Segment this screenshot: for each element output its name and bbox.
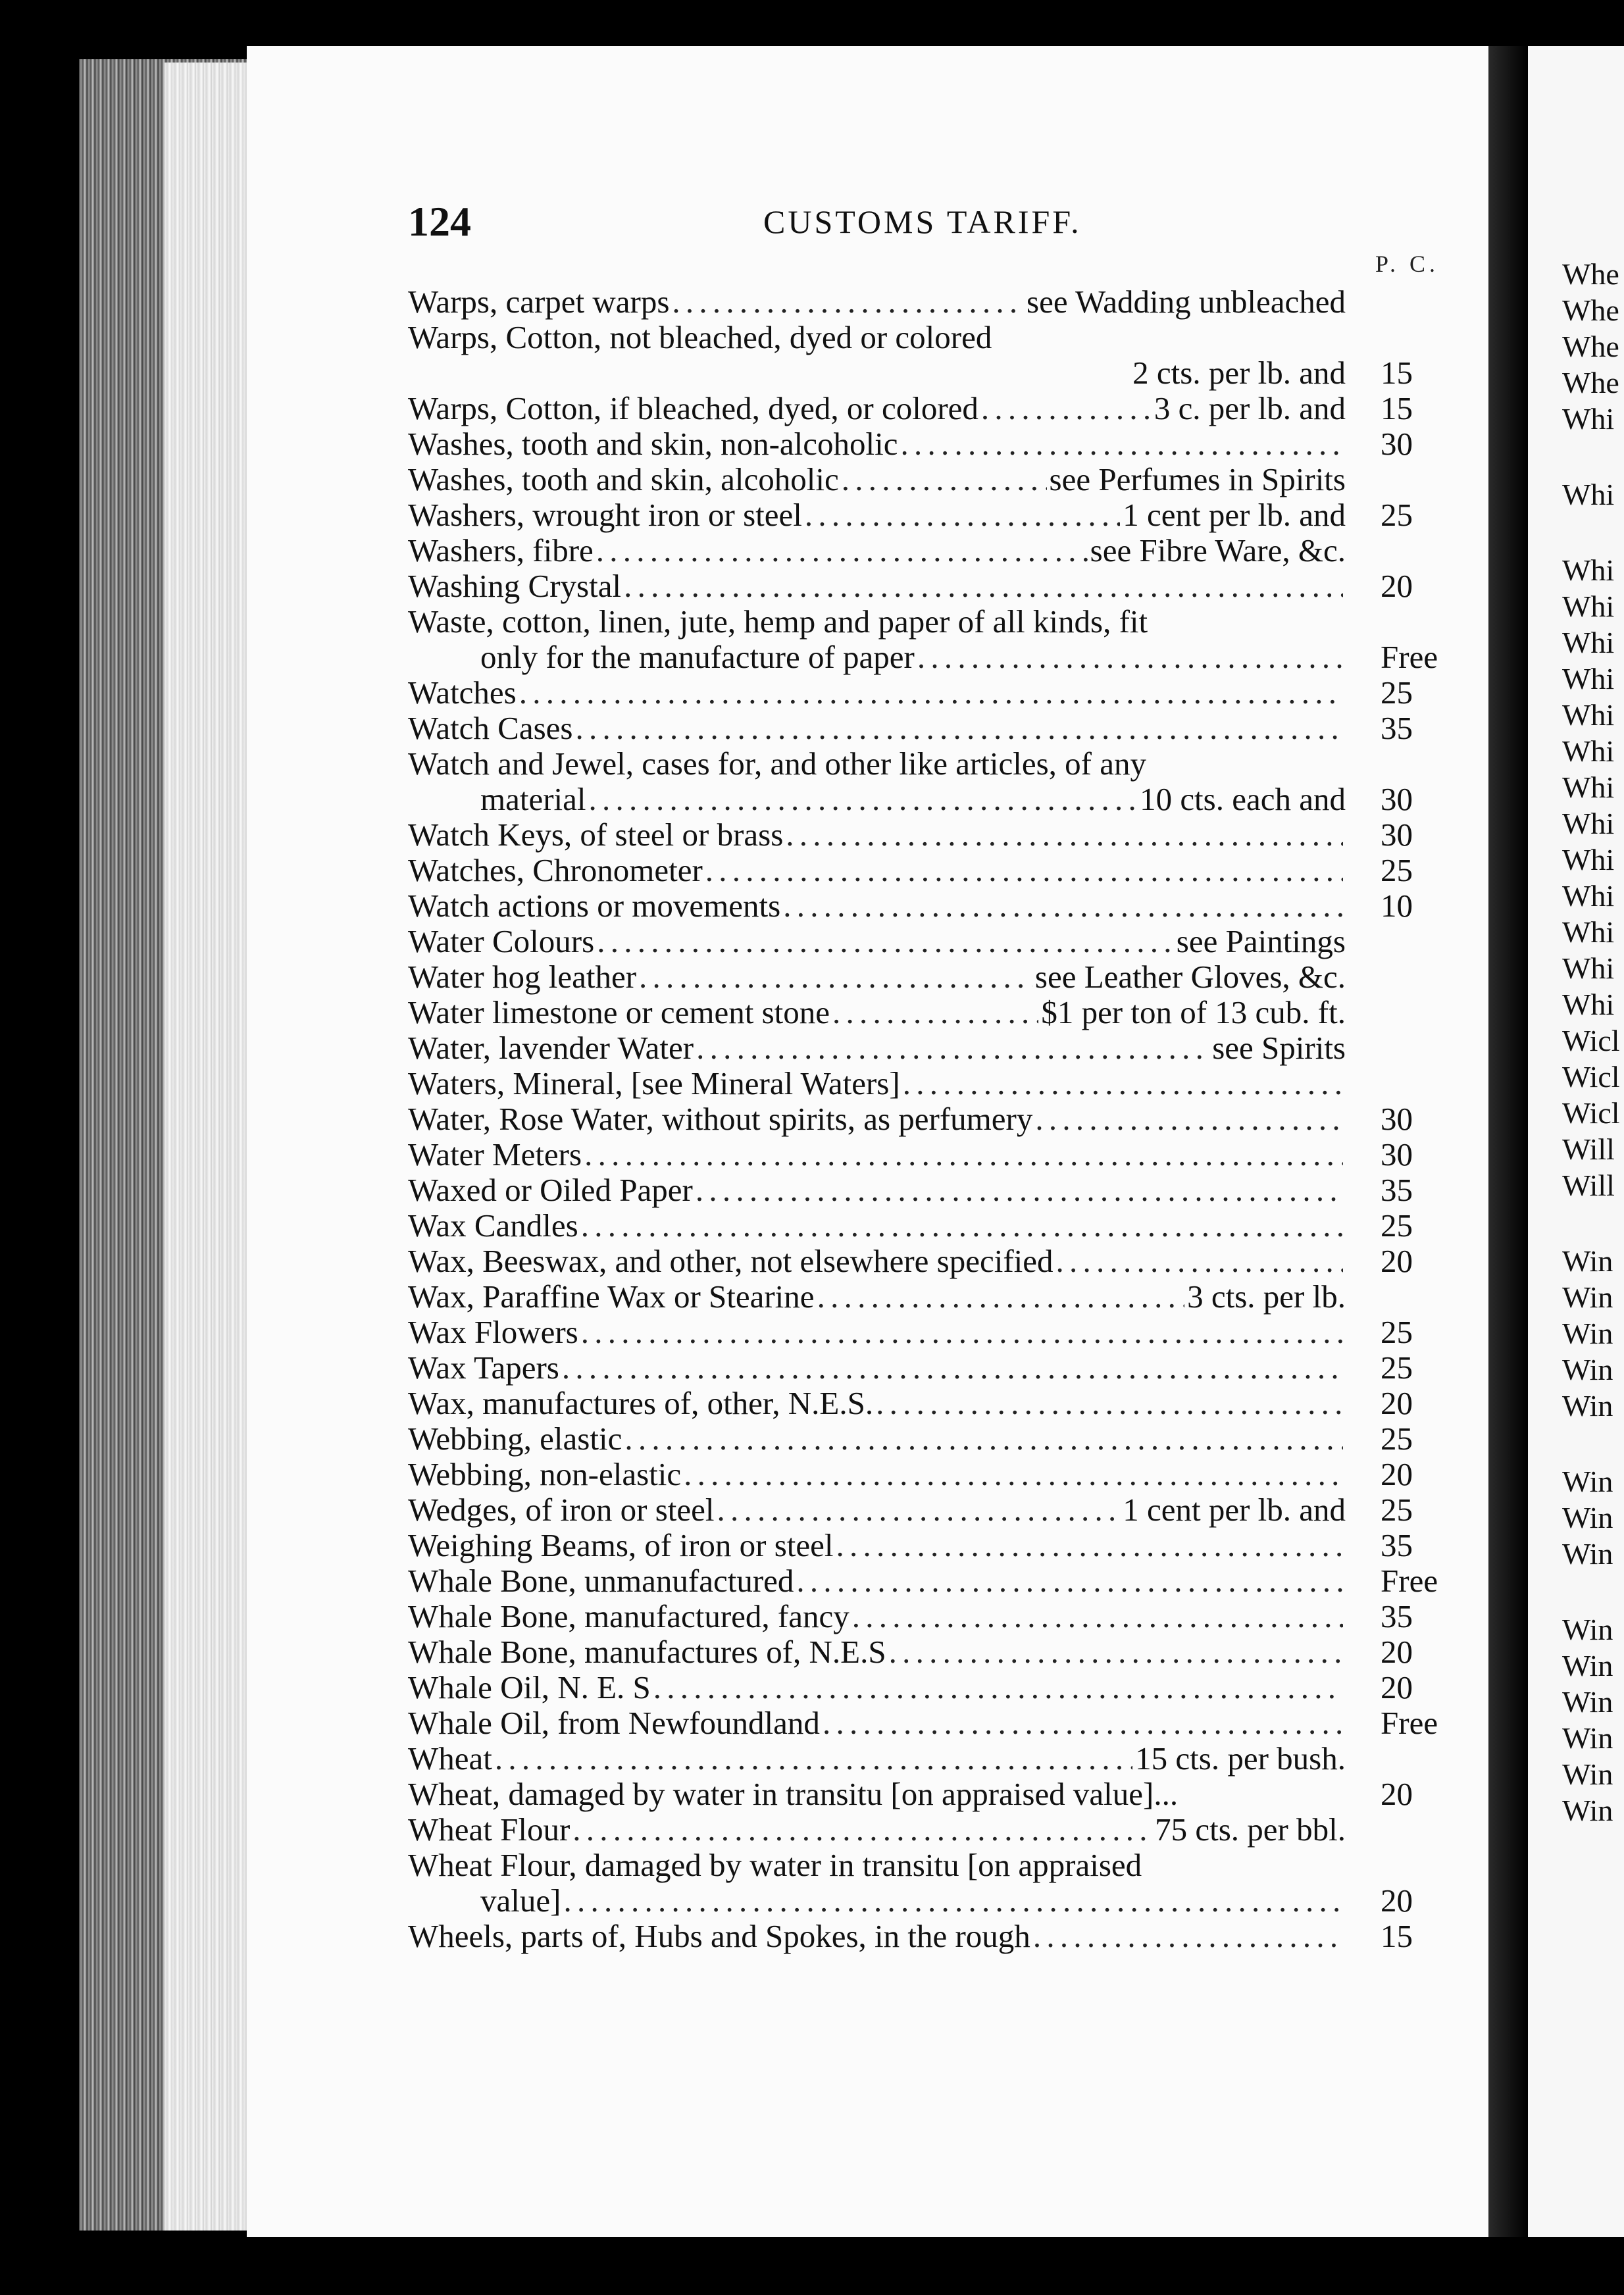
entry-description-line (408, 853, 1346, 888)
entry-percent: 30 (1381, 1136, 1413, 1173)
leader-dots (624, 568, 1343, 604)
tariff-entry (408, 1386, 1474, 1421)
leader-dots (832, 995, 1038, 1030)
facing-page-fragment: Will (1562, 1132, 1615, 1166)
tariff-entry (408, 1066, 1474, 1101)
tariff-entry (408, 1848, 1474, 1883)
entry-description-line (408, 355, 1346, 391)
facing-page-fragment: Whe (1562, 293, 1619, 327)
leader-dots (889, 1634, 1343, 1670)
tariff-entry (408, 995, 1474, 1030)
entry-text: Webbing, elastic (408, 1421, 622, 1457)
facing-page-fragment: Wicl (1562, 1060, 1620, 1094)
tariff-entry (408, 888, 1474, 924)
entry-rate: 3 c. per lb. and (1154, 391, 1346, 426)
facing-page-fragment: Whi (1562, 807, 1615, 840)
leader-dots (783, 888, 1343, 924)
facing-page-fragment: Whe (1562, 257, 1619, 291)
facing-page-fragment: Win (1562, 1794, 1613, 1827)
entry-description-line (408, 568, 1346, 604)
tariff-entry (408, 497, 1474, 533)
entry-description-line (408, 391, 1346, 426)
entry-description-line (408, 888, 1346, 924)
leader-dots (805, 497, 1120, 533)
entry-rate: 2 cts. per lb. and (1132, 355, 1346, 391)
entry-rate: 10 cts. each and (1140, 782, 1346, 817)
entry-text: Warps, Cotton, not bleached, dyed or colored (408, 320, 992, 355)
tariff-entry (408, 675, 1474, 711)
entry-description-line (408, 1705, 1346, 1741)
tariff-entry (408, 1279, 1474, 1315)
leader-dots (903, 1066, 1343, 1101)
facing-page-fragment: Win (1562, 1244, 1613, 1278)
entry-description-line (408, 1173, 1346, 1208)
entry-text: Watch actions or movements (408, 888, 781, 924)
entry-percent: 25 (1381, 1314, 1413, 1350)
entry-percent: 35 (1381, 1527, 1413, 1563)
leader-dots (1035, 1101, 1343, 1137)
entry-description-line (408, 1457, 1346, 1492)
facing-page-fragment: Whe (1562, 330, 1619, 363)
entry-text: Wheels, parts of, Hubs and Spokes, in the rough (408, 1919, 1030, 1954)
tariff-entry (408, 1421, 1474, 1457)
entry-description-line (408, 1599, 1346, 1634)
entry-rate: 15 cts. per bush. (1135, 1741, 1346, 1777)
tariff-entry (408, 711, 1474, 746)
tariff-entry (408, 1919, 1474, 1954)
leader-dots (519, 675, 1343, 711)
leader-dots (842, 462, 1047, 497)
tariff-entry (408, 1705, 1474, 1741)
leader-dots (684, 1457, 1343, 1492)
entry-percent: Free (1381, 1563, 1438, 1599)
entry-percent: 20 (1381, 1882, 1413, 1919)
tariff-entry (408, 1315, 1474, 1350)
entry-description-line (480, 1883, 1346, 1919)
entry-text: Washes, tooth and skin, alcoholic (408, 462, 839, 497)
entry-percent: 25 (1381, 497, 1413, 533)
entry-percent: 35 (1381, 710, 1413, 746)
entry-rate: see Leather Gloves, &c. (1034, 959, 1346, 995)
entry-text: Whale Oil, N. E. S (408, 1670, 651, 1705)
facing-page-fragment: Whi (1562, 951, 1615, 985)
column-heading-pc: P. C. (1375, 251, 1440, 277)
entry-percent: 25 (1381, 1421, 1413, 1457)
entry-description-line (408, 675, 1346, 711)
tariff-entry (408, 782, 1474, 817)
leader-dots (572, 1812, 1152, 1848)
entry-text: Watches (408, 675, 517, 711)
tariff-entry (408, 1350, 1474, 1386)
entry-text: Whale Bone, unmanufactured (408, 1563, 794, 1599)
entry-text: only for the manufacture of paper (480, 640, 915, 675)
entry-description-line (408, 1919, 1346, 1954)
entry-description-line (408, 1137, 1346, 1173)
entry-text: Wheat (408, 1741, 492, 1777)
facing-page-fragment: Whi (1562, 988, 1615, 1021)
entry-percent: Free (1381, 639, 1438, 675)
facing-page-fragment: Whe (1562, 366, 1619, 399)
entry-description-line (408, 995, 1346, 1030)
entry-text: Webbing, non-elastic (408, 1457, 682, 1492)
leader-dots (786, 817, 1343, 853)
entry-percent: 30 (1381, 1101, 1413, 1137)
tariff-entry (408, 1208, 1474, 1244)
entry-rate: see Paintings (1176, 924, 1346, 959)
entry-description-line (408, 817, 1346, 853)
entry-percent: 15 (1381, 1918, 1413, 1954)
entry-description-line (408, 746, 1346, 782)
entry-text: Wax Flowers (408, 1315, 578, 1350)
facing-page-fragment: Win (1562, 1757, 1613, 1791)
entry-text: Wax Tapers (408, 1350, 559, 1386)
entry-description-line (408, 924, 1346, 959)
entry-description-line (408, 1279, 1346, 1315)
tariff-entry (408, 1173, 1474, 1208)
tariff-entry (408, 640, 1474, 675)
facing-page-fragment: Win (1562, 1501, 1613, 1534)
entry-description-line (408, 1066, 1346, 1101)
facing-page-fragment: Win (1562, 1685, 1613, 1719)
entry-percent: 30 (1381, 426, 1413, 462)
entry-text: Washes, tooth and skin, non-alcoholic (408, 426, 898, 462)
entry-text: Watches, Chronometer (408, 853, 703, 888)
tariff-entry (408, 391, 1474, 426)
facing-page-fragment: Whi (1562, 915, 1615, 949)
leader-dots (696, 1173, 1343, 1208)
tariff-entry (408, 1634, 1474, 1670)
facing-page-fragment: Whi (1562, 770, 1615, 804)
tariff-entry (408, 320, 1474, 355)
tariff-entry (408, 924, 1474, 959)
entry-rate: see Perfumes in Spirits (1049, 462, 1346, 497)
leader-dots (495, 1741, 1132, 1777)
entry-percent: 35 (1381, 1598, 1413, 1634)
tariff-entry (408, 1528, 1474, 1563)
entry-text: Warps, carpet warps (408, 284, 670, 320)
entry-text: Watch and Jewel, cases for, and other like articles, of any (408, 746, 1146, 782)
tariff-entry (408, 284, 1474, 320)
leader-dots (717, 1492, 1121, 1528)
entry-description-line (408, 959, 1346, 995)
tariff-entry (408, 1244, 1474, 1279)
entry-percent: 30 (1381, 817, 1413, 853)
entry-percent: Free (1381, 1705, 1438, 1741)
leader-dots (1033, 1919, 1343, 1954)
entry-text: Washers, wrought iron or steel (408, 497, 802, 533)
page-stack (165, 63, 257, 2231)
facing-page-fragment: Win (1562, 1353, 1613, 1386)
entry-text: Wheat Flour (408, 1812, 571, 1848)
entry-description-line (480, 782, 1346, 817)
entry-description-line (408, 1492, 1346, 1528)
entry-percent: 25 (1381, 1492, 1413, 1528)
entry-text: Warps, Cotton, if bleached, dyed, or colored (408, 391, 978, 426)
tariff-entries (408, 284, 1474, 1954)
entry-percent: 15 (1381, 355, 1413, 391)
entry-rate: 1 cent per lb. and (1123, 1492, 1346, 1528)
tariff-entry (408, 746, 1474, 782)
entry-description-line (408, 320, 1346, 355)
entry-rate: 1 cent per lb. and (1123, 497, 1346, 533)
entry-text: Watch Keys, of steel or brass (408, 817, 784, 853)
entry-text: Washing Crystal (408, 568, 622, 604)
tariff-entry (408, 1741, 1474, 1777)
entry-description-line (408, 1634, 1346, 1670)
leader-dots (796, 1563, 1343, 1599)
facing-page-fragment: Win (1562, 1465, 1613, 1498)
entry-text: Whale Oil, from Newfoundland (408, 1705, 820, 1741)
entry-text: Watch Cases (408, 711, 573, 746)
entry-text: Washers, fibre (408, 533, 594, 568)
tariff-entry (408, 1030, 1474, 1066)
entry-rate: 75 cts. per bbl. (1155, 1812, 1346, 1848)
tariff-entry (408, 1670, 1474, 1705)
leader-dots (596, 533, 1088, 568)
tariff-entry (408, 1492, 1474, 1528)
entry-description-line (408, 1777, 1346, 1812)
entry-description-line (408, 462, 1346, 497)
leader-dots (576, 711, 1343, 746)
entry-text: Wheat, damaged by water in transitu [on appraised value]... (408, 1777, 1179, 1812)
tariff-entry (408, 604, 1474, 640)
entry-percent: 20 (1381, 568, 1413, 604)
tariff-entry (408, 1137, 1474, 1173)
entry-description-line (408, 1030, 1346, 1066)
facing-page-fragment: Whi (1562, 843, 1615, 876)
entry-description-line (408, 1208, 1346, 1244)
leader-dots (817, 1279, 1185, 1315)
facing-page-fragment: Whi (1562, 590, 1615, 623)
entry-percent: 25 (1381, 1207, 1413, 1244)
entry-text: Whale Bone, manufactures of, N.E.S (408, 1634, 886, 1670)
leader-dots (672, 284, 1024, 320)
entry-description-line (480, 640, 1346, 675)
entry-percent: 20 (1381, 1669, 1413, 1705)
leader-dots (876, 1386, 1343, 1421)
leader-dots (653, 1670, 1343, 1705)
entry-description-line (408, 426, 1346, 462)
tariff-entry (408, 568, 1474, 604)
facing-page-fragment: Whi (1562, 553, 1615, 587)
leader-dots (836, 1528, 1343, 1563)
entry-text: material (480, 782, 586, 817)
leader-dots (597, 924, 1174, 959)
facing-page-fragment: Whi (1562, 879, 1615, 913)
tariff-entry (408, 1777, 1474, 1812)
entry-rate: see Fibre Ware, &c. (1090, 533, 1346, 568)
tariff-entry (408, 1563, 1474, 1599)
entry-description-line (408, 604, 1346, 640)
entry-text: Water Meters (408, 1137, 582, 1173)
facing-page-fragment: Win (1562, 1317, 1613, 1350)
tariff-entry (408, 1101, 1474, 1137)
entry-description-line (408, 284, 1346, 320)
entry-rate: see Spirits (1212, 1030, 1346, 1066)
entry-percent: 20 (1381, 1243, 1413, 1279)
tariff-entry (408, 1883, 1474, 1919)
facing-page-fragment: Will (1562, 1169, 1615, 1202)
entry-description-line (408, 1741, 1346, 1777)
tariff-entry (408, 853, 1474, 888)
facing-page-fragment: Whi (1562, 662, 1615, 695)
leader-dots (624, 1421, 1343, 1457)
entry-text: Water hog leather (408, 959, 637, 995)
entry-text: Wedges, of iron or steel (408, 1492, 715, 1528)
entry-percent: 20 (1381, 1634, 1413, 1670)
entry-text: value] (480, 1883, 561, 1919)
entry-description-line (408, 1421, 1346, 1457)
entry-description-line (408, 1315, 1346, 1350)
entry-description-line (408, 1244, 1346, 1279)
entry-text: Whale Bone, manufactured, fancy (408, 1599, 850, 1634)
leader-dots (581, 1208, 1343, 1244)
entry-description-line (408, 1528, 1346, 1563)
entry-description-line (408, 1563, 1346, 1599)
entry-text: Wax, manufactures of, other, N.E.S. (408, 1386, 874, 1421)
entry-text: Weighing Beams, of iron or steel (408, 1528, 834, 1563)
tariff-entry (408, 1599, 1474, 1634)
entry-text: Waxed or Oiled Paper (408, 1173, 693, 1208)
facing-page-fragment: Win (1562, 1649, 1613, 1682)
entry-percent: 20 (1381, 1385, 1413, 1421)
entry-rate: 3 cts. per lb. (1187, 1279, 1346, 1315)
entry-text: Water, lavender Water (408, 1030, 694, 1066)
facing-page-fragment: Whi (1562, 626, 1615, 659)
leader-dots (639, 959, 1032, 995)
tariff-entry (408, 1457, 1474, 1492)
leader-dots (917, 640, 1343, 675)
entry-description-line (408, 1670, 1346, 1705)
entry-rate: $1 per ton of 13 cub. ft. (1041, 995, 1346, 1030)
entry-description-line (408, 533, 1346, 568)
entry-description-line (408, 711, 1346, 746)
entry-text: Water Colours (408, 924, 595, 959)
running-title: CUSTOMS TARIFF. (763, 203, 1082, 240)
tariff-entry (408, 817, 1474, 853)
tariff-entry (408, 462, 1474, 497)
entry-percent: 35 (1381, 1172, 1413, 1208)
entry-text: Water, Rose Water, without spirits, as perfumery (408, 1101, 1033, 1137)
leader-dots (562, 1350, 1343, 1386)
facing-page-fragment: Win (1562, 1721, 1613, 1755)
entry-percent: 25 (1381, 674, 1413, 711)
facing-page-fragment: Win (1562, 1280, 1613, 1314)
leader-dots (981, 391, 1152, 426)
entry-percent: 20 (1381, 1776, 1413, 1812)
entry-text: Wheat Flour, damaged by water in transitu [on appraised (408, 1848, 1142, 1883)
leader-dots (589, 782, 1138, 817)
facing-page-fragment: Whi (1562, 734, 1615, 768)
page-header (408, 197, 1369, 250)
tariff-entry (408, 533, 1474, 568)
entry-text: Wax, Beeswax, and other, not elsewhere specified (408, 1244, 1053, 1279)
leader-dots (1056, 1244, 1343, 1279)
facing-page-fragment: Whi (1562, 402, 1615, 436)
entry-text: Wax, Paraffine Wax or Stearine (408, 1279, 815, 1315)
leader-dots (696, 1030, 1209, 1066)
tariff-entry (408, 355, 1474, 391)
leader-dots (852, 1599, 1343, 1634)
entry-description-line (408, 497, 1346, 533)
entry-text: Wax Candles (408, 1208, 578, 1244)
page-number: 124 (408, 198, 471, 245)
entry-text: Waste, cotton, linen, jute, hemp and paper of all kinds, fit (408, 604, 1148, 640)
entry-description-line (408, 1101, 1346, 1137)
entry-percent: 25 (1381, 1349, 1413, 1386)
leader-dots (584, 1137, 1343, 1173)
tariff-entry (408, 1812, 1474, 1848)
leader-dots (581, 1315, 1343, 1350)
facing-page-fragment: Whi (1562, 478, 1615, 511)
entry-description-line (408, 1350, 1346, 1386)
facing-page-fragment: Win (1562, 1537, 1613, 1571)
entry-percent: 30 (1381, 781, 1413, 817)
entry-text: Water limestone or cement stone (408, 995, 830, 1030)
facing-page (1528, 46, 1624, 2237)
facing-page-fragment: Wicl (1562, 1096, 1620, 1130)
entry-description-line (408, 1386, 1346, 1421)
entry-percent: 15 (1381, 390, 1413, 426)
book-gutter (1488, 46, 1528, 2237)
facing-page-fragment: Win (1562, 1389, 1613, 1423)
entry-percent: 25 (1381, 852, 1413, 888)
leader-dots (901, 426, 1343, 462)
tariff-entry (408, 426, 1474, 462)
entry-description-line (408, 1848, 1346, 1883)
leader-dots (563, 1883, 1343, 1919)
facing-page-fragment: Whi (1562, 698, 1615, 732)
entry-text: Waters, Mineral, [see Mineral Waters] (408, 1066, 900, 1101)
entry-percent: 20 (1381, 1456, 1413, 1492)
leader-dots (823, 1705, 1343, 1741)
facing-page-fragment: Wicl (1562, 1024, 1620, 1057)
entry-rate: see Wadding unbleached (1027, 284, 1346, 320)
entry-percent: 10 (1381, 888, 1413, 924)
leader-dots (705, 853, 1343, 888)
facing-page-fragment: Win (1562, 1613, 1613, 1646)
tariff-entry (408, 959, 1474, 995)
entry-description-line (408, 1812, 1346, 1848)
